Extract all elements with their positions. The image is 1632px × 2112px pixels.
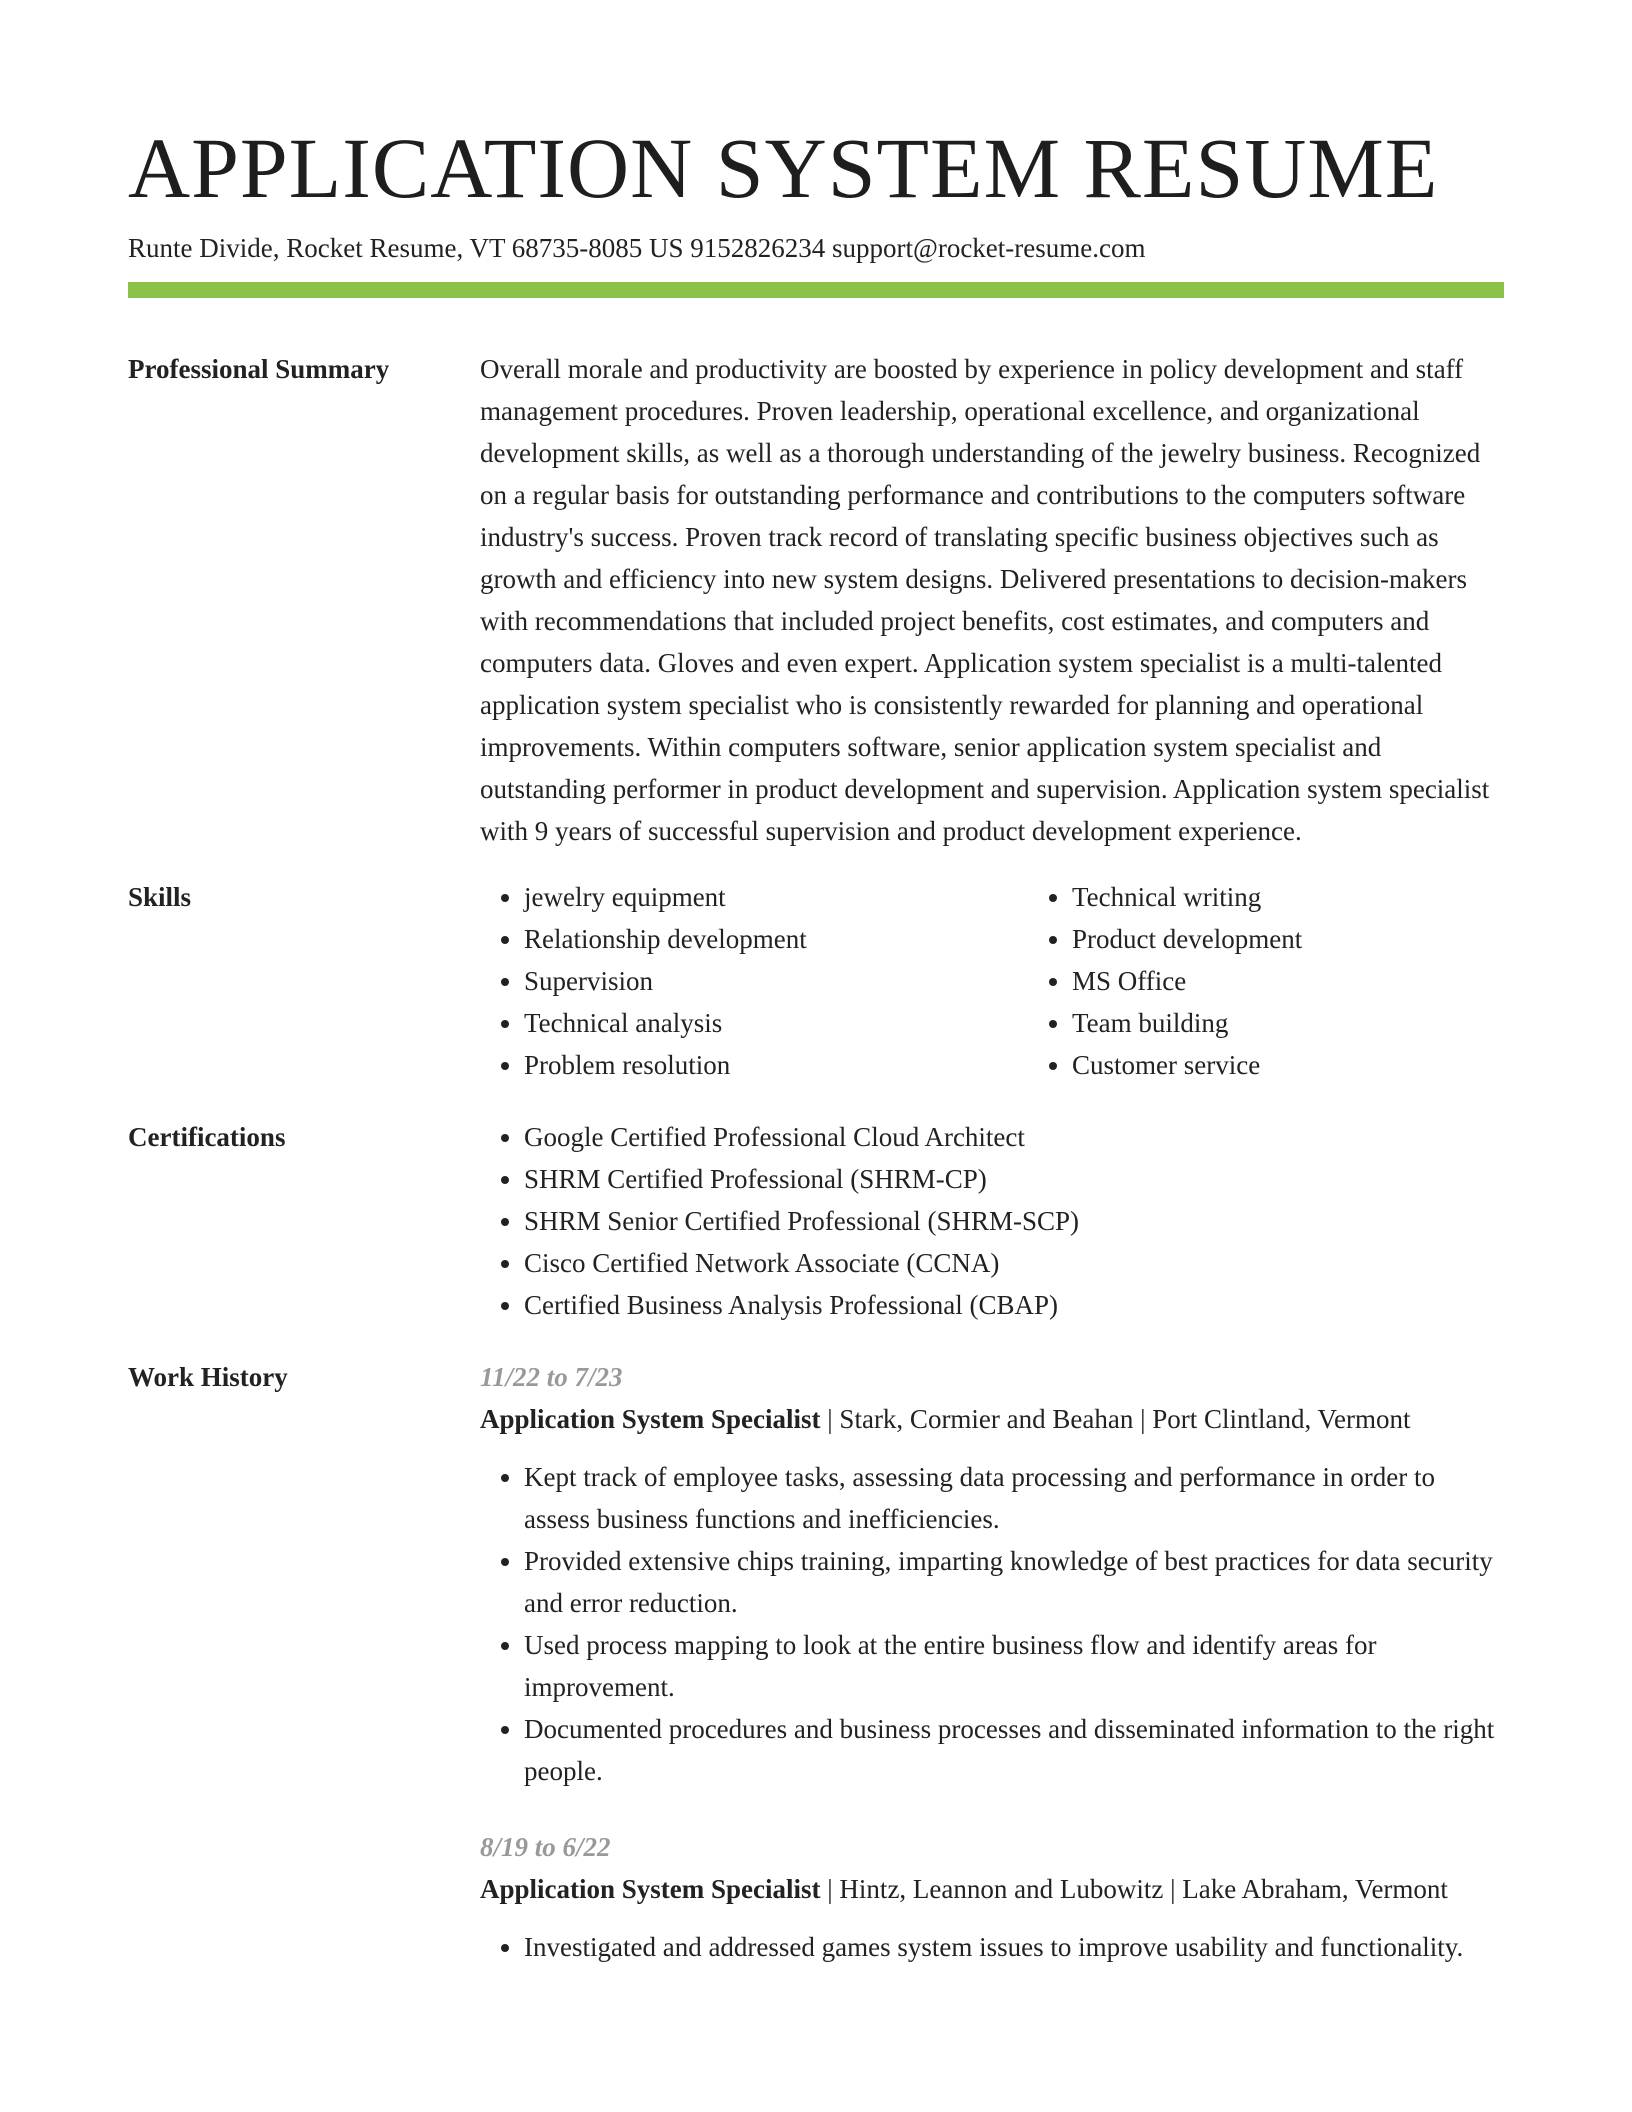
skill-item: • Product development [1072, 918, 1576, 960]
job-bullet: • Used process mapping to look at the entire business flow and identify areas for improvement. [524, 1624, 1504, 1708]
skill-item: • Technical writing [1072, 876, 1576, 918]
certification-item: • Google Certified Professional Cloud Architect [524, 1116, 1504, 1158]
skills-section [128, 876, 1504, 1086]
accent-divider [128, 282, 1504, 298]
skill-item: • Relationship development [524, 918, 1028, 960]
certifications-label: Certifications [128, 1122, 286, 1152]
job-bullet: • Provided extensive chips training, imparting knowledge of best practices for data security and error reduction. [524, 1540, 1504, 1624]
certification-item: • Cisco Certified Network Associate (CCNA) [524, 1242, 1504, 1284]
certifications-section [128, 1116, 1504, 1326]
certification-item: • Certified Business Analysis Professional (CBAP) [524, 1284, 1504, 1326]
skill-item: • Problem resolution [524, 1044, 1028, 1086]
summary-label: Professional Summary [128, 354, 390, 384]
job-dates: 11/22 to 7/23 [480, 1362, 623, 1392]
skill-item: • Team building [1072, 1002, 1576, 1044]
job-bullet: • Investigated and addressed games system issues to improve usability and functionality. [524, 1926, 1504, 1968]
certification-item: • SHRM Senior Certified Professional (SHRM-SCP) [524, 1200, 1504, 1242]
skills-list-left [480, 876, 1028, 1086]
certification-item: • SHRM Certified Professional (SHRM-CP) [524, 1158, 1504, 1200]
job-title: Application System Specialist [480, 1404, 821, 1434]
job-dates: 8/19 to 6/22 [480, 1832, 611, 1862]
job-bullet: • Kept track of employee tasks, assessing data processing and performance in order to assess business functions and inefficiencies. [524, 1456, 1504, 1540]
skill-item: • Customer service [1072, 1044, 1576, 1086]
skill-item: • Technical analysis [524, 1002, 1028, 1044]
summary-text: Overall morale and productivity are boosted by experience in policy development and staff management procedures. Proven leadership, operational excellence, and organizational development skills, as well as a thorough understanding of the jewelry business. Recognized on a regular basis for outstanding performance and contributions to the computers software industry's success. Proven track record of translating specific business objectives such as growth and efficiency into new system designs. Delivered presentations to decision-makers with recommendations that included project benefits, cost estimates, and computers and computers data. Gloves and even expert. Application system specialist is a multi-talented application system specialist who is consistently rewarded for planning and operational improvements. Within computers software, senior application system specialist and outstanding performer in product development and supervision. Application system specialist with 9 years of successful supervision and product development experience. [480, 354, 1490, 846]
job-entry [480, 1826, 1504, 1968]
job-details: | Hintz, Leannon and Lubowitz | Lake Abraham, Vermont [820, 1874, 1448, 1904]
work-history-label: Work History [128, 1362, 288, 1392]
job-bullets [480, 1926, 1504, 1968]
certifications-list [480, 1116, 1504, 1326]
contact-line: Runte Divide, Rocket Resume, VT 68735-8085 US 9152826234 support@rocket-resume.com [128, 233, 1146, 263]
skills-label: Skills [128, 882, 192, 912]
job-bullets [480, 1456, 1504, 1792]
resume-page [128, 118, 1504, 1968]
job-details: | Stark, Cormier and Beahan | Port Clintland, Vermont [820, 1404, 1411, 1434]
resume-title: APPLICATION SYSTEM RESUME [128, 120, 1439, 216]
job-heading [480, 1398, 1504, 1440]
skill-item: • MS Office [1072, 960, 1576, 1002]
job-title: Application System Specialist [480, 1874, 821, 1904]
skill-item: • Supervision [524, 960, 1028, 1002]
summary-section [128, 348, 1504, 852]
job-heading [480, 1868, 1504, 1910]
job-bullet: • Documented procedures and business processes and disseminated information to the right people. [524, 1708, 1504, 1792]
job-entry [480, 1356, 1504, 1792]
work-history-section [128, 1356, 1504, 1968]
skill-item: • jewelry equipment [524, 876, 1028, 918]
skills-list-right [1028, 876, 1576, 1086]
